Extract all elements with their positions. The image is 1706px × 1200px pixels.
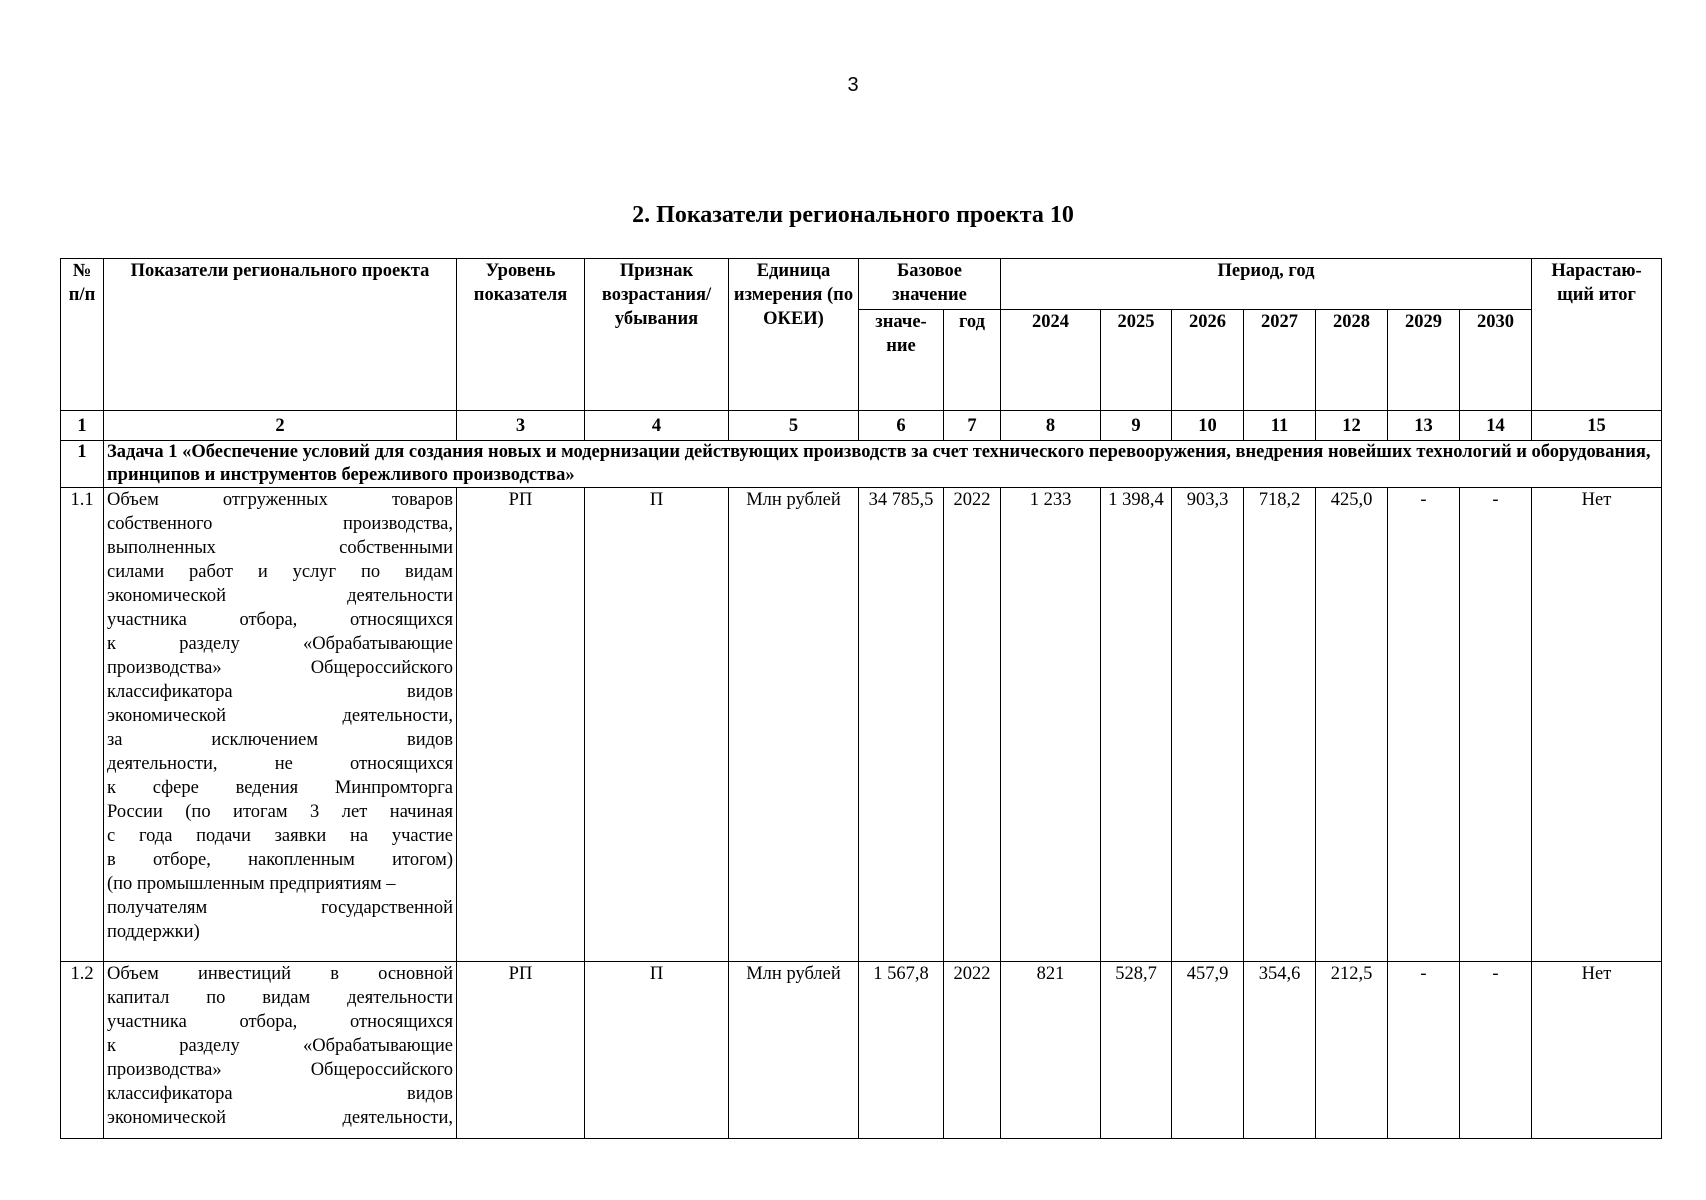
header-year: 2027 <box>1244 310 1316 411</box>
description-line: экономической деятельности, <box>107 1108 453 1128</box>
description-line: классификатора видов <box>107 682 453 702</box>
indicators-table <box>60 258 1662 1139</box>
description-line: участника отбора, относящихся <box>107 1012 453 1032</box>
cumulative-value: Нет <box>1532 962 1662 1139</box>
header-sign: Признак возрастания/ убывания <box>585 259 729 411</box>
description-line: Объем отгруженных товаров <box>107 490 453 510</box>
header-num: № п/п <box>61 259 104 411</box>
header-base-value: значе-ние <box>859 310 944 411</box>
description-line: к разделу «Обрабатывающие <box>107 1036 453 1056</box>
year-value: 457,9 <box>1172 962 1244 1139</box>
column-number: 14 <box>1460 411 1532 441</box>
header-period: Период, год <box>1001 259 1532 310</box>
column-number: 5 <box>729 411 859 441</box>
header-year: 2028 <box>1316 310 1388 411</box>
description-line: производства» Общероссийского <box>107 1060 453 1080</box>
column-number: 11 <box>1244 411 1316 441</box>
column-number: 12 <box>1316 411 1388 441</box>
year-value: 718,2 <box>1244 488 1316 962</box>
description-line: Объем инвестиций в основной <box>107 964 453 984</box>
description-line: России (по итогам 3 лет начиная <box>107 802 453 822</box>
indicator-unit: Млн рублей <box>729 488 859 962</box>
cumulative-value: Нет <box>1532 488 1662 962</box>
page-number: 3 <box>847 74 859 96</box>
header-year: 2025 <box>1101 310 1172 411</box>
column-number: 8 <box>1001 411 1101 441</box>
year-value: - <box>1460 488 1532 962</box>
column-number: 10 <box>1172 411 1244 441</box>
description-line: классификатора видов <box>107 1084 453 1104</box>
header-cumulative: Нарастаю-щий итог <box>1532 259 1662 411</box>
base-value: 34 785,5 <box>859 488 944 962</box>
description-line: деятельности, не относящихся <box>107 754 453 774</box>
column-number: 1 <box>61 411 104 441</box>
indicator-description <box>104 962 457 1139</box>
description-line: экономической деятельности <box>107 586 453 606</box>
year-value: - <box>1388 488 1460 962</box>
base-year: 2022 <box>944 962 1001 1139</box>
description-line: к разделу «Обрабатывающие <box>107 634 453 654</box>
description-line: в отборе, накопленным итогом) <box>107 850 453 870</box>
year-value: 821 <box>1001 962 1101 1139</box>
description-line: (по промышленным предприятиям – <box>107 874 396 894</box>
column-number: 6 <box>859 411 944 441</box>
indicator-sign: П <box>585 962 729 1139</box>
column-number: 2 <box>104 411 457 441</box>
task-text: Задача 1 «Обеспечение условий для создания новых и модернизации действующих производств за счет технического перевооружения, внедрения новейших технологий и оборудования, принципов и инструментов бережливого производства» <box>104 441 1662 488</box>
table-row <box>61 488 1662 962</box>
indicator-level: РП <box>457 962 585 1139</box>
year-value: 528,7 <box>1101 962 1172 1139</box>
column-number: 7 <box>944 411 1001 441</box>
table-row <box>61 962 1662 1139</box>
description-line: с года подачи заявки на участие <box>107 826 453 846</box>
year-value: 1 398,4 <box>1101 488 1172 962</box>
description-line: капитал по видам деятельности <box>107 988 453 1008</box>
header-base-year: год <box>944 310 1001 411</box>
row-num: 1.1 <box>61 488 104 962</box>
year-value: 903,3 <box>1172 488 1244 962</box>
header-year: 2024 <box>1001 310 1101 411</box>
description-line: производства» Общероссийского <box>107 658 453 678</box>
description-line: за исключением видов <box>107 730 453 750</box>
description-line: поддержки) <box>107 922 200 942</box>
description-line: участника отбора, относящихся <box>107 610 453 630</box>
header-level: Уровень показателя <box>457 259 585 411</box>
column-number: 4 <box>585 411 729 441</box>
year-value: 1 233 <box>1001 488 1101 962</box>
column-number: 15 <box>1532 411 1662 441</box>
year-value: - <box>1388 962 1460 1139</box>
column-number: 13 <box>1388 411 1460 441</box>
task-num: 1 <box>61 441 104 488</box>
year-value: - <box>1460 962 1532 1139</box>
task-row <box>61 441 1662 488</box>
column-number: 3 <box>457 411 585 441</box>
description-line: к сфере ведения Минпромторга <box>107 778 453 798</box>
description-line: экономической деятельности, <box>107 706 453 726</box>
description-line: получателям государственной <box>107 898 453 918</box>
year-value: 354,6 <box>1244 962 1316 1139</box>
indicator-sign: П <box>585 488 729 962</box>
indicator-level: РП <box>457 488 585 962</box>
row-num: 1.2 <box>61 962 104 1139</box>
base-year: 2022 <box>944 488 1001 962</box>
header-indicator: Показатели регионального проекта <box>104 259 457 411</box>
header-base: Базовое значение <box>859 259 1001 310</box>
document-title: 2. Показатели регионального проекта 10 <box>632 202 1074 228</box>
header-year: 2029 <box>1388 310 1460 411</box>
year-value: 212,5 <box>1316 962 1388 1139</box>
description-line: собственного производства, <box>107 514 453 534</box>
base-value: 1 567,8 <box>859 962 944 1139</box>
description-line: силами работ и услуг по видам <box>107 562 453 582</box>
year-value: 425,0 <box>1316 488 1388 962</box>
header-year: 2030 <box>1460 310 1532 411</box>
header-unit: Единица измерения (по ОКЕИ) <box>729 259 859 411</box>
column-number: 9 <box>1101 411 1172 441</box>
indicator-unit: Млн рублей <box>729 962 859 1139</box>
header-year: 2026 <box>1172 310 1244 411</box>
description-line: выполненных собственными <box>107 538 453 558</box>
indicator-description <box>104 488 457 962</box>
